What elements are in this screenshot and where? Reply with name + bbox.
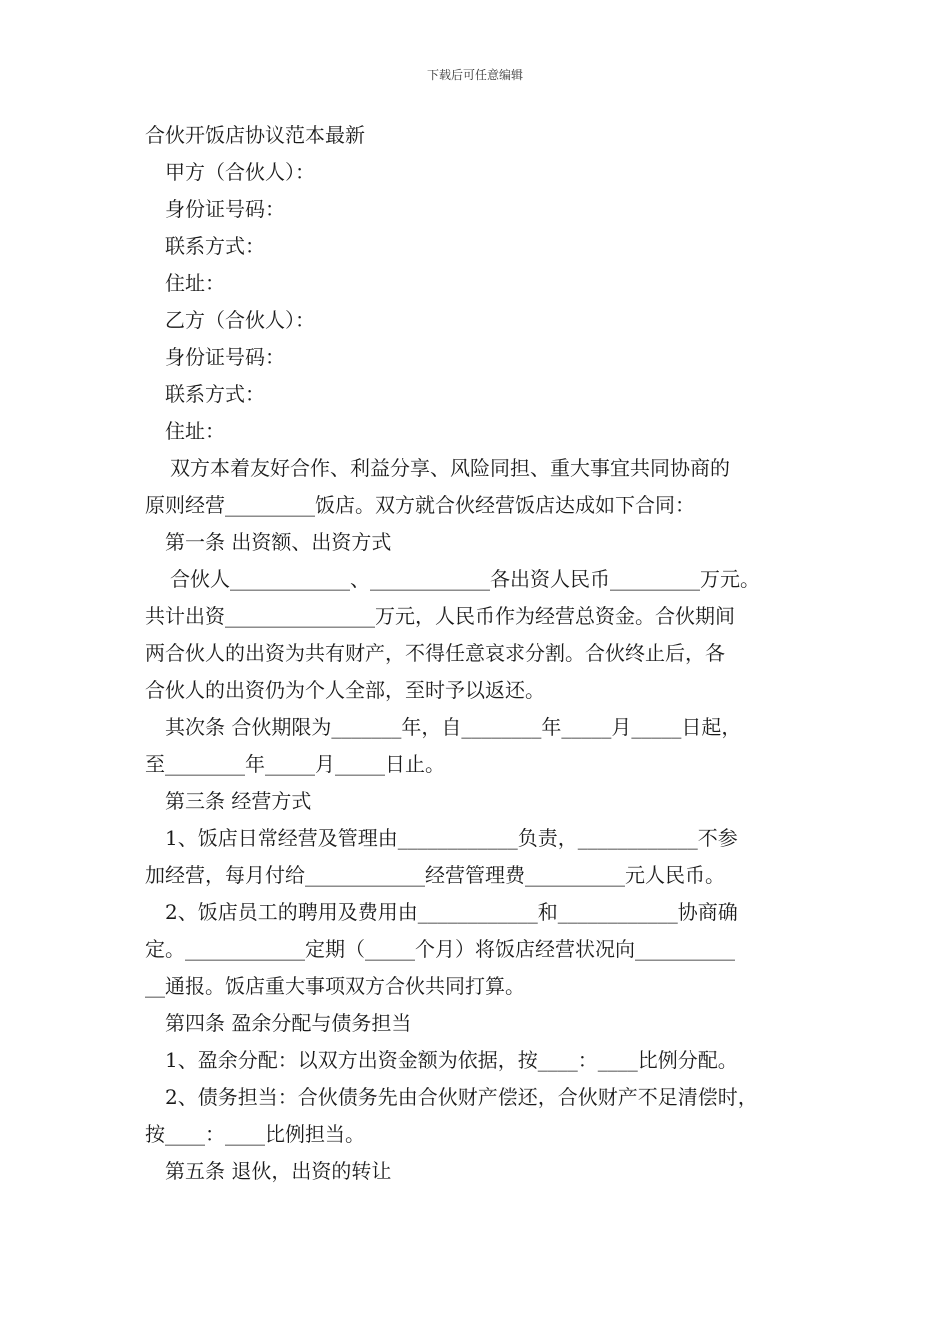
document-title: 合伙开饭店协议范本最新 <box>145 123 365 147</box>
paragraph-line: 原则经营_________饭店。双方就合伙经营饭店达成如下合同： <box>145 493 695 517</box>
party-a-id: 身份证号码： <box>165 197 285 221</box>
article-4-heading: 第四条 盈余分配与债务担当 <box>165 1011 412 1035</box>
party-a-contact: 联系方式： <box>165 234 265 258</box>
paragraph-line: 1、盈余分配：以双方出资金额为依据，按____：____比例分配。 <box>165 1048 738 1072</box>
paragraph-line: 两合伙人的出资为共有财产，不得任意哀求分割。合伙终止后，各 <box>145 641 725 665</box>
paragraph-line: 至________年_____月_____日止。 <box>145 752 445 776</box>
paragraph-line: 2、债务担当：合伙债务先由合伙财产偿还，合伙财产不足清偿时， <box>165 1085 758 1109</box>
party-a-heading: 甲方（合伙人）： <box>165 160 315 184</box>
article-2-line: 其次条 合伙期限为_______年，自________年_____月_____日起， <box>165 715 742 739</box>
paragraph-line: 合伙人的出资仍为个人全部，至时予以返还。 <box>145 678 545 702</box>
paragraph-line: 合伙人____________、____________各出资人民币_________万元。 <box>170 567 760 591</box>
party-b-address: 住址： <box>165 419 225 443</box>
paragraph-line: __通报。饭店重大事项双方合伙共同打算。 <box>145 974 525 998</box>
article-3-heading: 第三条 经营方式 <box>165 789 312 813</box>
party-b-contact: 联系方式： <box>165 382 265 406</box>
paragraph-line: 共计出资_______________万元，人民币作为经营总资金。合伙期间 <box>145 604 735 628</box>
paragraph-line: 定。____________定期（_____个月）将饭店经营状况向__________ <box>145 937 735 961</box>
paragraph-line: 1、饭店日常经营及管理由____________负责，____________不参 <box>165 826 738 850</box>
article-1-heading: 第一条 出资额、出资方式 <box>165 530 392 554</box>
paragraph-line: 加经营，每月付给____________经营管理费__________元人民币。 <box>145 863 725 887</box>
paragraph-line: 按____：____比例担当。 <box>145 1122 365 1146</box>
party-b-heading: 乙方（合伙人）： <box>165 308 315 332</box>
party-a-address: 住址： <box>165 271 225 295</box>
party-b-id: 身份证号码： <box>165 345 285 369</box>
article-5-heading: 第五条 退伙，出资的转让 <box>165 1159 392 1183</box>
page-header: 下载后可任意编辑 <box>426 68 523 82</box>
document-body <box>145 117 810 1190</box>
paragraph-line: 双方本着友好合作、利益分享、风险同担、重大事宜共同协商的 <box>170 456 730 480</box>
paragraph-line: 2、饭店员工的聘用及费用由____________和____________协商确 <box>165 900 738 924</box>
